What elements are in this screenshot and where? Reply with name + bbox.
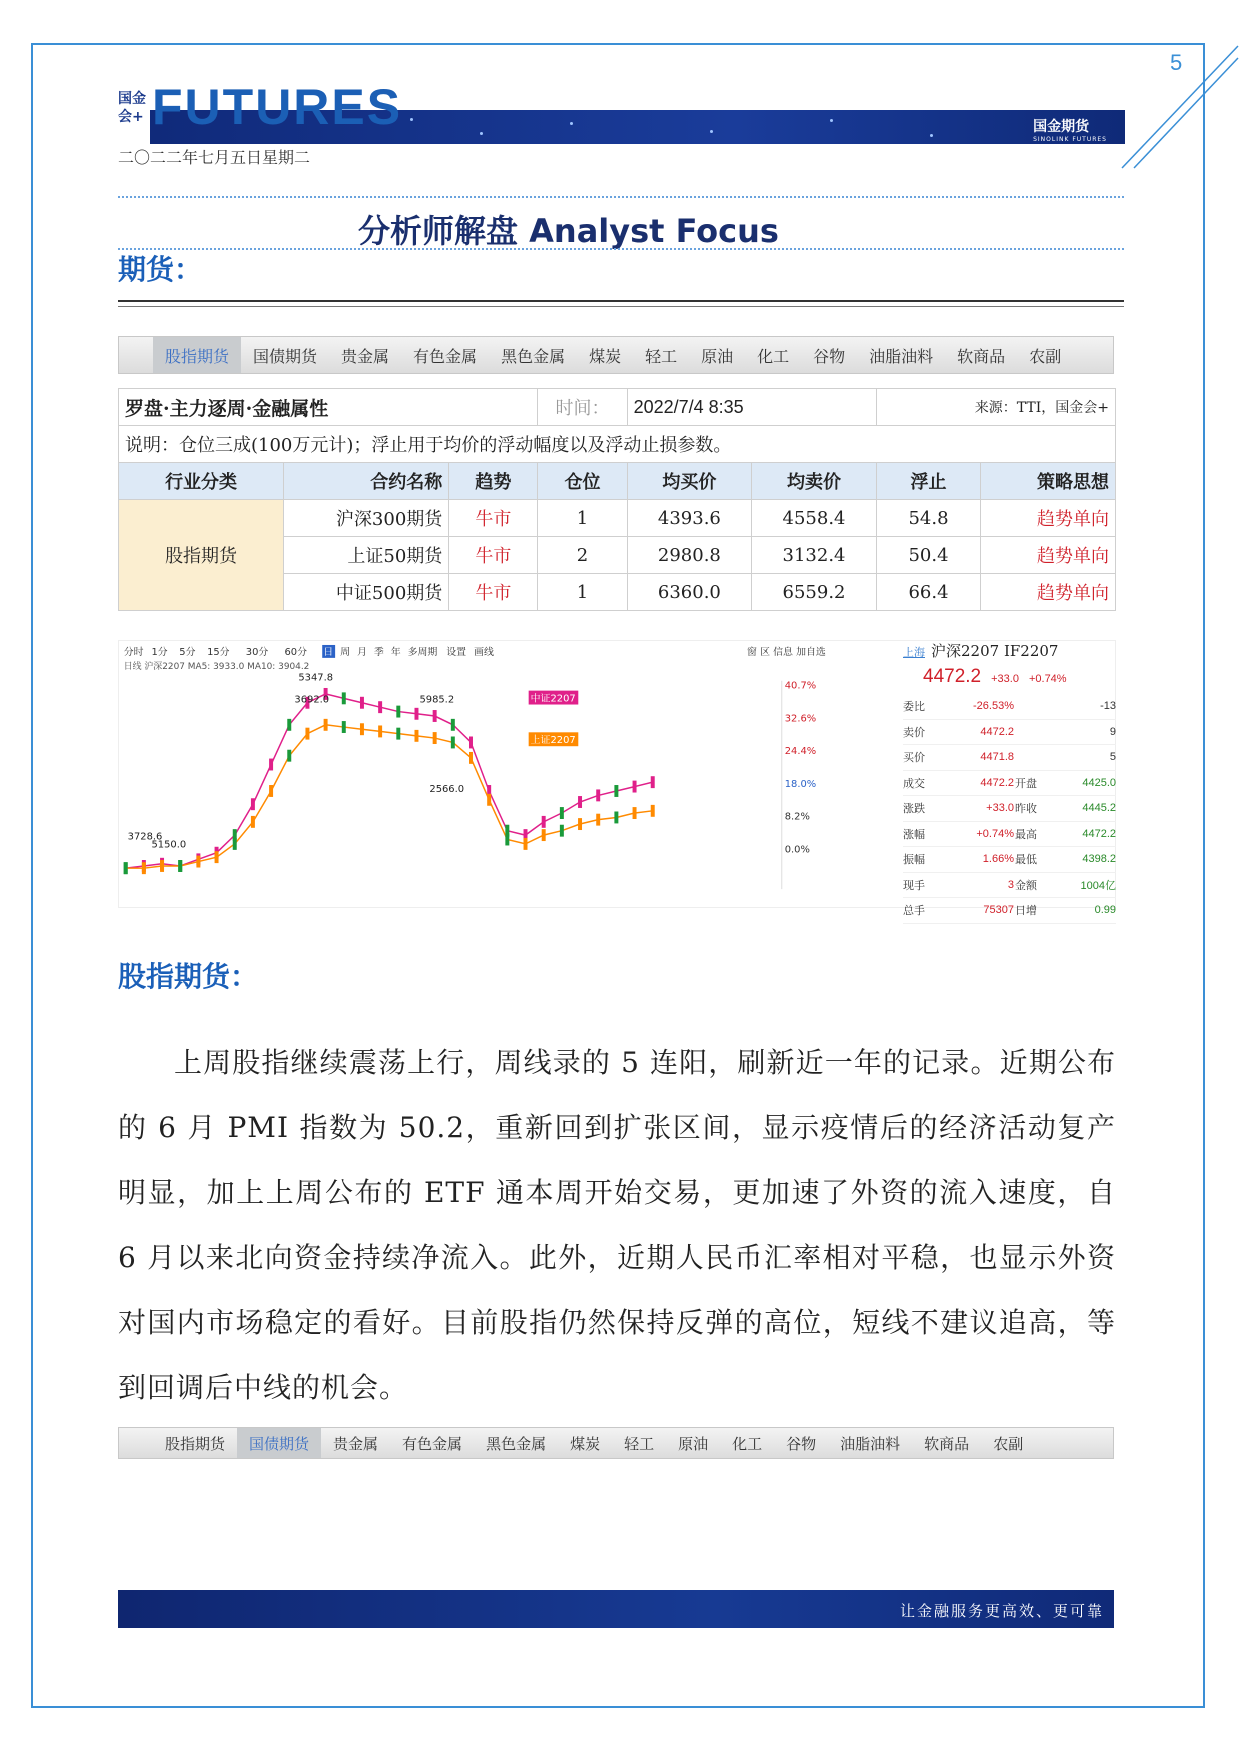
candle — [269, 785, 273, 797]
tabbar-bottom — [118, 1427, 1114, 1459]
quote-row — [903, 898, 1116, 924]
tab-9[interactable]: 谷物 — [786, 1434, 817, 1453]
tab-12[interactable]: 农副 — [993, 1434, 1024, 1453]
quote-rows — [903, 694, 1116, 924]
toolbar-item: 30分 — [245, 646, 269, 658]
toolbar-item: 60分 — [284, 646, 308, 658]
toolbar-item: 月 — [356, 646, 367, 658]
quote-cell: 日增 — [1015, 905, 1037, 918]
candle — [487, 794, 491, 806]
candle — [396, 728, 400, 740]
series-line-0 — [126, 694, 653, 868]
toolbar-item: 画线 — [474, 646, 494, 658]
tab-5[interactable]: 煤炭 — [570, 1434, 601, 1453]
tab-0[interactable]: 股指期货 — [153, 337, 241, 373]
quote-row — [903, 771, 1116, 797]
candle — [451, 719, 455, 731]
quote-cell: 4445.2 — [1082, 802, 1116, 815]
position: 2 — [538, 537, 627, 574]
section-title: 分析师解盘 Analyst Focus — [358, 212, 779, 250]
quote-cell: +0.74% — [976, 827, 1014, 840]
candle — [305, 728, 309, 740]
axis-label: 40.7% — [784, 680, 817, 692]
float-stop: 66.4 — [876, 574, 980, 611]
contract-name: 沪深300期货 — [284, 500, 449, 537]
toolbar-item: 多周期 — [407, 646, 438, 658]
quote-cell: 昨收 — [1015, 803, 1037, 816]
quote-cell: 75307 — [983, 904, 1014, 917]
quote-row — [903, 745, 1116, 771]
candle — [233, 838, 237, 850]
tab-2[interactable]: 贵金属 — [341, 346, 390, 366]
footer-band — [118, 1590, 1114, 1628]
quote-price: 4472.2 — [923, 666, 982, 687]
strategy: 趋势单向 — [981, 574, 1116, 611]
trend: 牛市 — [449, 537, 538, 574]
tab-4[interactable]: 黑色金属 — [501, 346, 566, 366]
double-rule — [118, 300, 1124, 307]
candle — [342, 721, 346, 733]
axis-label: 8.2% — [784, 811, 810, 823]
strategy: 趋势单向 — [981, 537, 1116, 574]
th-buy: 均买价 — [627, 463, 752, 500]
candle — [287, 750, 291, 762]
th-category: 行业分类 — [119, 463, 284, 500]
quote-cell: 4472.2 — [1082, 827, 1116, 840]
tab-11[interactable]: 软商品 — [924, 1434, 970, 1453]
candle — [469, 752, 473, 764]
quote-cell: 委比 — [903, 701, 925, 714]
candle — [342, 692, 346, 704]
contract-name: 中证500期货 — [284, 574, 449, 611]
candle — [542, 829, 546, 841]
candle — [178, 860, 182, 872]
trend: 牛市 — [449, 574, 538, 611]
quote-row — [903, 694, 1116, 720]
toolbar-item: 分时 — [123, 646, 144, 658]
candle — [524, 838, 528, 850]
quote-cell: 1004亿 — [1080, 879, 1116, 892]
paragraph-text: 上周股指继续震荡上行，周线录的 5 连阳，刷新近一年的记录。近期公布的 6 月 PMI 指数为 50.2，重新回到扩张区间，显示疫情后的经济活动复产明显，加上上周公布的 ETF 通本周开始交易，更加速了外资的流入速度，自 6 月以来北向资金持续净流入。此外，近期人民币汇率相对平稳，也显示外资对国内市场稳定的看好。目前股指仍然保持反弹的高位，短线不建议追高，等到回调后中线的机会。 — [118, 1046, 1116, 1404]
toolbar-item: 15分 — [207, 646, 230, 658]
candle — [633, 807, 637, 819]
candle — [469, 737, 473, 749]
avg-sell: 6559.2 — [752, 574, 877, 611]
candle — [124, 862, 128, 874]
axis-label: 0.0% — [784, 844, 810, 856]
quote-cell: 4398.2 — [1082, 853, 1116, 866]
candle — [269, 759, 273, 771]
candle — [578, 818, 582, 830]
candle — [360, 697, 364, 709]
tab-1[interactable]: 国债期货 — [237, 1428, 321, 1458]
divider — [118, 196, 1124, 198]
candle — [614, 785, 618, 797]
th-stop: 浮止 — [876, 463, 980, 500]
tab-4[interactable]: 黑色金属 — [486, 1434, 547, 1453]
quote-cell: 总手 — [903, 905, 925, 918]
quote-cell: 现手 — [903, 879, 925, 892]
quote-cell: 3 — [1007, 878, 1014, 891]
candle — [142, 862, 146, 874]
price-annotation: 2566.0 — [429, 783, 465, 795]
indicator-text: 日线 沪深2207 MA5: 3933.0 MA10: 3904.2 — [123, 661, 310, 672]
tab-6[interactable]: 轻工 — [645, 346, 678, 366]
quote-panel — [903, 640, 1116, 918]
candle — [251, 798, 255, 810]
quote-cell: 4471.8 — [980, 751, 1014, 764]
axis-label: 18.0% — [784, 778, 817, 790]
price-annotation: 5347.8 — [298, 672, 334, 684]
candle — [433, 732, 437, 744]
price-annotation: 5150.0 — [151, 839, 187, 851]
tab-2[interactable]: 贵金属 — [333, 1434, 379, 1453]
candle — [560, 825, 564, 837]
candle — [414, 730, 418, 742]
table-row — [119, 500, 1116, 537]
tab-7[interactable]: 原油 — [701, 346, 734, 366]
logo-futures: FUTURES — [152, 79, 403, 135]
th-contract: 合约名称 — [284, 463, 449, 500]
candle — [505, 834, 509, 846]
candle — [196, 856, 200, 868]
quote-cell: -26.53% — [973, 700, 1014, 713]
trend: 牛市 — [449, 500, 538, 537]
time-label: 时间： — [538, 389, 627, 426]
table-title: 罗盘·主力逐周·金融属性 — [119, 389, 538, 426]
price-annotation: 3728.6 — [127, 831, 163, 843]
candle — [160, 860, 164, 872]
quote-row — [903, 720, 1116, 746]
quote-row — [903, 847, 1116, 873]
quote-title: 沪深2207 IF2207 — [931, 642, 1059, 660]
tab-6[interactable]: 轻工 — [624, 1434, 655, 1453]
candle — [414, 708, 418, 720]
toolbar-item: 设置 — [446, 646, 467, 658]
candle — [578, 796, 582, 808]
candle — [596, 789, 600, 801]
table-source: 来源：TTI，国金会+ — [876, 389, 1115, 426]
tab-11[interactable]: 软商品 — [957, 346, 1006, 366]
category-cell: 股指期货 — [119, 500, 284, 611]
tab-8[interactable]: 化工 — [732, 1434, 763, 1453]
logo-cn: 国金会+ — [118, 91, 146, 125]
strategy: 趋势单向 — [981, 500, 1116, 537]
candle — [378, 725, 382, 737]
header-date: 二〇二二年七月五日星期二 — [118, 148, 311, 167]
quote-change: +33.0 — [991, 673, 1019, 685]
quote-cell: 最高 — [1015, 828, 1037, 841]
toolbar-item: 年 — [390, 646, 401, 658]
quote-cell: -13 — [1100, 700, 1116, 713]
candle — [651, 805, 655, 817]
quote-cell: 4472.2 — [980, 776, 1014, 789]
candle — [651, 776, 655, 788]
toolbar-item: 季 — [373, 646, 384, 658]
price-annotation: 5985.2 — [419, 694, 455, 706]
footer-slogan: 让金融服务更高效、更可靠 — [899, 1602, 1104, 1620]
axis-label: 32.6% — [784, 713, 817, 725]
quote-cell: +33.0 — [986, 802, 1014, 815]
th-trend: 趋势 — [449, 463, 538, 500]
float-stop: 54.8 — [876, 500, 980, 537]
tabbar-top — [118, 336, 1114, 374]
quote-cell: 金额 — [1015, 879, 1037, 892]
divider — [118, 248, 1124, 250]
position: 1 — [538, 500, 627, 537]
quote-cell: 0.99 — [1094, 904, 1116, 917]
candle — [215, 851, 219, 863]
candle — [378, 701, 382, 713]
toolbar-item: 1分 — [151, 646, 168, 658]
price-annotation: 3692.0 — [294, 694, 330, 706]
quote-row — [903, 822, 1116, 848]
candle — [360, 723, 364, 735]
market-tag[interactable]: 上海 — [903, 647, 925, 659]
series-label: 上证2207 — [530, 735, 576, 747]
tab-3[interactable]: 有色金属 — [402, 1434, 463, 1453]
series-line-1 — [126, 725, 653, 868]
candle — [433, 710, 437, 722]
candle — [596, 814, 600, 826]
quote-cell: 1.66% — [982, 853, 1014, 866]
candle — [324, 719, 328, 731]
candle — [560, 807, 564, 819]
tab-8[interactable]: 化工 — [757, 346, 790, 366]
candle — [287, 719, 291, 731]
heading-index-futures: 股指期货： — [118, 960, 259, 993]
candle — [633, 781, 637, 793]
quote-cell: 开盘 — [1015, 777, 1037, 790]
quote-row — [903, 873, 1116, 899]
axis-label: 24.4% — [784, 746, 817, 758]
tab-9[interactable]: 谷物 — [813, 346, 846, 366]
quote-cell: 5 — [1109, 751, 1116, 764]
tab-7[interactable]: 原油 — [678, 1434, 709, 1453]
contract-name: 上证50期货 — [284, 537, 449, 574]
compass-table — [118, 388, 1116, 611]
heading-futures: 期货： — [118, 253, 203, 286]
th-position: 仓位 — [538, 463, 627, 500]
quote-cell: 涨幅 — [903, 828, 925, 841]
toolbar-item: 日 — [323, 646, 334, 658]
tab-3[interactable]: 有色金属 — [413, 346, 478, 366]
position: 1 — [538, 574, 627, 611]
candle — [396, 706, 400, 718]
quote-row — [903, 796, 1116, 822]
avg-buy: 2980.8 — [627, 537, 752, 574]
series-label: 中证2207 — [530, 693, 576, 705]
tab-10[interactable]: 油脂油料 — [869, 346, 934, 366]
corner-decoration — [1120, 40, 1240, 180]
quote-cell: 卖价 — [903, 726, 925, 739]
toolbar-item: 5分 — [179, 646, 196, 658]
avg-buy: 6360.0 — [627, 574, 752, 611]
sinolink-logo: 国金期货 SINOLINK FUTURES — [1033, 119, 1107, 143]
toolbar-item: 周 — [340, 646, 351, 658]
quote-cell: 最低 — [1015, 854, 1037, 867]
avg-sell: 3132.4 — [752, 537, 877, 574]
candle — [251, 816, 255, 828]
tab-1[interactable]: 国债期货 — [253, 346, 318, 366]
quote-cell: 9 — [1109, 725, 1116, 738]
quote-cell: 振幅 — [903, 854, 925, 867]
tab-10[interactable]: 油脂油料 — [840, 1434, 901, 1453]
quote-cell: 4472.2 — [980, 725, 1014, 738]
page-number: 5 — [1170, 50, 1183, 75]
candle — [542, 816, 546, 828]
avg-sell: 4558.4 — [752, 500, 877, 537]
tab-0[interactable]: 股指期货 — [165, 1434, 226, 1453]
analysis-paragraph — [118, 1030, 1116, 1420]
quote-cell: 4425.0 — [1082, 776, 1116, 789]
th-sell: 均卖价 — [752, 463, 877, 500]
avg-buy: 4393.6 — [627, 500, 752, 537]
quote-cell: 买价 — [903, 752, 925, 765]
candle — [614, 811, 618, 823]
th-strategy: 策略思想 — [981, 463, 1116, 500]
time-value: 2022/7/4 8:35 — [627, 389, 876, 426]
candle — [451, 737, 455, 749]
toolbar-right: 窗 区 信息 加自选 — [747, 646, 826, 658]
tab-5[interactable]: 煤炭 — [589, 346, 622, 366]
float-stop: 50.4 — [876, 537, 980, 574]
quote-cell: 涨跌 — [903, 803, 925, 816]
quote-cell: 成交 — [903, 777, 925, 790]
table-note: 说明：仓位三成(100万元计)；浮止用于均价的浮动幅度以及浮动止损参数。 — [119, 426, 1116, 463]
tab-12[interactable]: 农副 — [1029, 346, 1062, 366]
quote-change-pct: +0.74% — [1028, 673, 1067, 685]
